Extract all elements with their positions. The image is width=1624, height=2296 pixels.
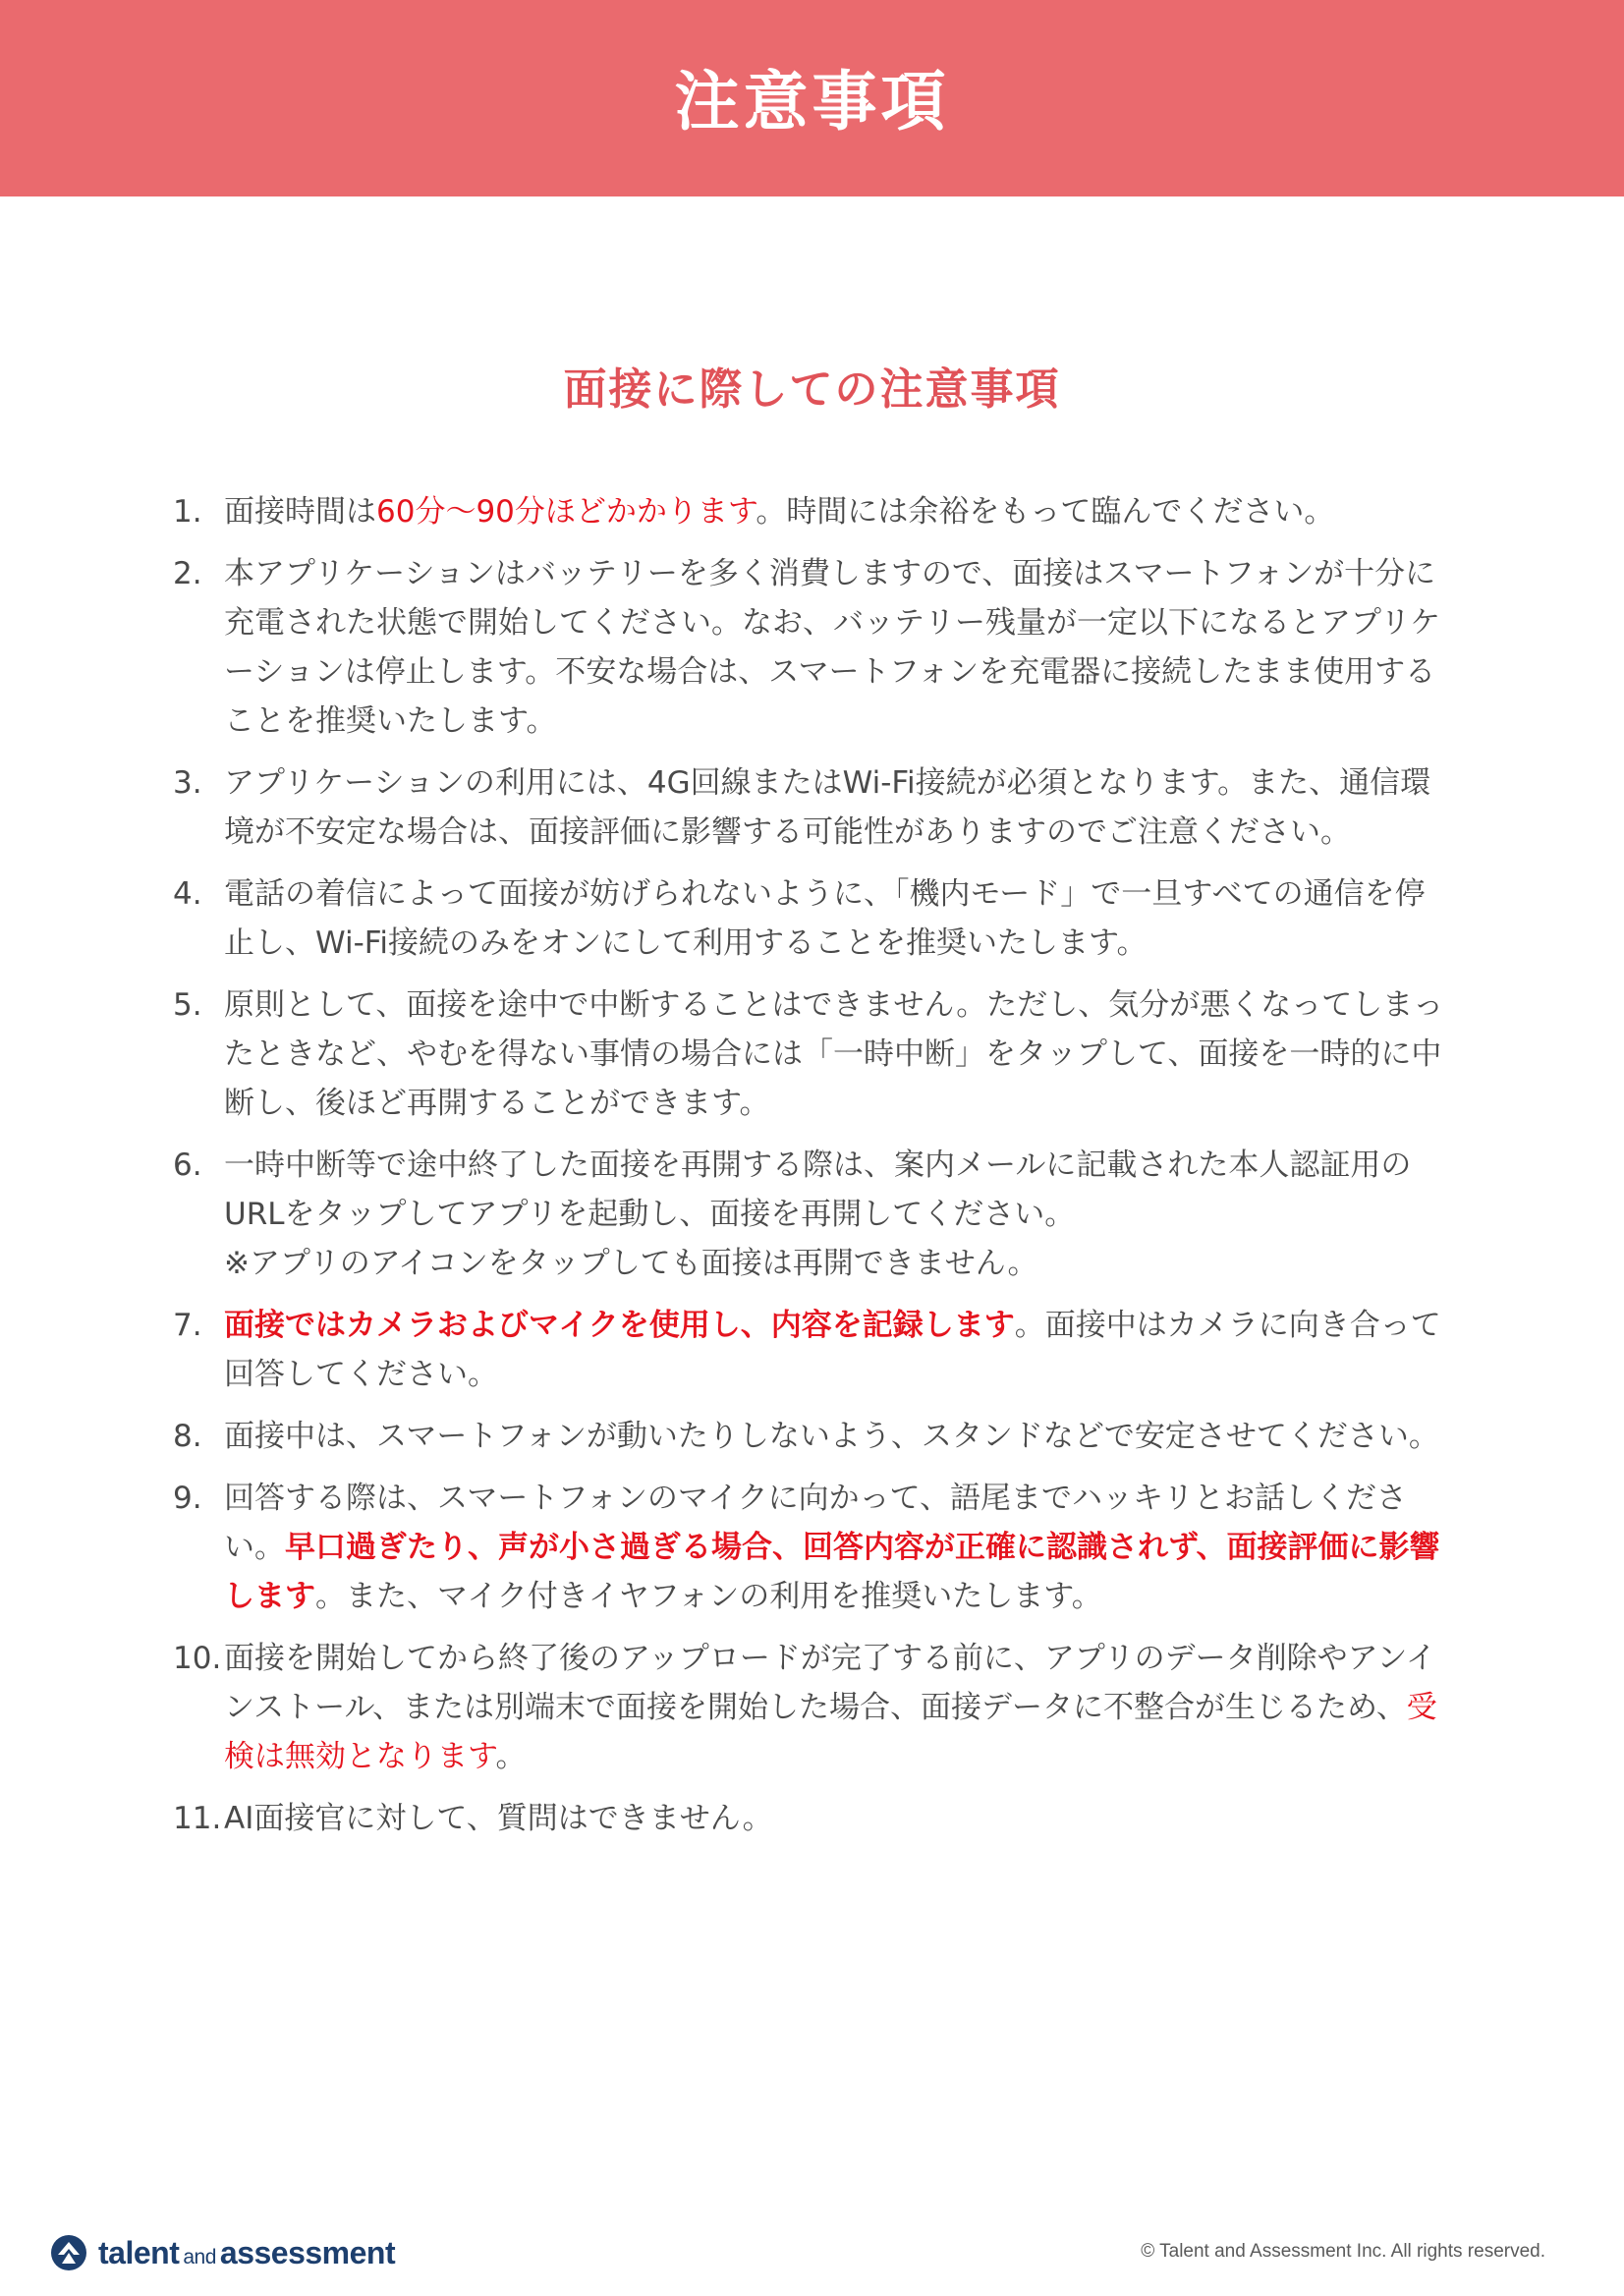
- note-item: [173, 487, 1450, 536]
- note-item: [173, 549, 1450, 746]
- note-number: 9.: [173, 1481, 202, 1516]
- note-number: 1.: [173, 494, 202, 530]
- note-number: 8.: [173, 1419, 202, 1454]
- notes-list: [173, 487, 1450, 1856]
- note-item: [173, 1141, 1450, 1288]
- note-highlight: 60分〜90分ほどかかります: [376, 494, 756, 530]
- note-number: 4.: [173, 876, 202, 912]
- note-text: [224, 487, 1450, 536]
- copyright-text: © Talent and Assessment Inc. All rights reserved.: [1141, 2241, 1545, 2262]
- logo-small: and: [183, 2245, 216, 2268]
- note-item: [173, 1412, 1450, 1461]
- note-text: [224, 1301, 1450, 1399]
- header-banner: [0, 0, 1624, 196]
- logo-wordmark: [98, 2235, 395, 2271]
- note-text: [224, 1634, 1450, 1781]
- note-segment: 電話の着信によって面接が妨げられないように、「機内モード」で一旦すべての通信を停止し、Wi-Fi接続のみをオンにして利用することを推奨いたします。: [224, 876, 1426, 961]
- note-item: [173, 1794, 1450, 1843]
- note-text: [224, 1474, 1450, 1621]
- note-text: [224, 1794, 1450, 1843]
- note-number: 5.: [173, 987, 202, 1023]
- note-segment: アプリケーションの利用には、4G回線またはWi-Fi接続が必須となります。また、通信環境が不安定な場合は、面接評価に影響する可能性がありますのでご注意ください。: [224, 765, 1431, 850]
- note-item: [173, 758, 1450, 857]
- note-item: [173, 980, 1450, 1128]
- note-number: 10.: [173, 1641, 222, 1676]
- note-number: 7.: [173, 1308, 202, 1343]
- note-number: 3.: [173, 765, 202, 801]
- note-number: 11.: [173, 1801, 222, 1836]
- note-number: 6.: [173, 1148, 202, 1183]
- note-segment: 。また、マイク付きイヤフォンの利用を推奨いたします。: [315, 1579, 1102, 1614]
- note-segment: 一時中断等で途中終了した面接を再開する際は、案内メールに記載された本人認証用のURLをタップしてアプリを起動し、面接を再開してください。: [224, 1148, 1412, 1232]
- section-title: 面接に際しての注意事項: [563, 364, 1061, 415]
- company-logo: [49, 2230, 395, 2275]
- note-text: [224, 980, 1450, 1128]
- note-segment: 面接時間は: [224, 494, 376, 530]
- note-segment: 面接中は、スマートフォンが動いたりしないよう、スタンドなどで安定させてください。: [224, 1419, 1439, 1454]
- note-segment: AI面接官に対して、質問はできません。: [224, 1801, 773, 1836]
- note-segment: 。時間には余裕をもって臨んでください。: [756, 494, 1335, 530]
- note-segment: 本アプリケーションはバッテリーを多く消費しますので、面接はスマートフォンが十分に充電された状態で開始してください。なお、バッテリー残量が一定以下になるとアプリケーションは停止します。不安な場合は、スマートフォンを充電器に接続したまま使用することを推奨いたします。: [224, 556, 1441, 739]
- note-text: [224, 549, 1450, 746]
- note-text: [224, 869, 1450, 968]
- note-text: [224, 1412, 1450, 1461]
- logo-globe-icon: [49, 2233, 88, 2272]
- note-highlight: 早口過ぎたり、声が小さ過ぎる場合、回答内容が正確に認識されず、面接評価に影響します: [224, 1530, 1440, 1614]
- logo-tail: assessment: [219, 2234, 396, 2270]
- note-segment: 。面接中はカメラに向き合って回答してください。: [224, 1308, 1441, 1392]
- page-title: 注意事項: [674, 63, 950, 140]
- note-item: [173, 1301, 1450, 1399]
- note-segment: ※アプリのアイコンをタップしても面接は再開できません。: [224, 1246, 1038, 1281]
- note-item: [173, 869, 1450, 968]
- note-segment: 回答する際は、スマートフォンのマイクに向かって、語尾までハッキリとお話しください。: [224, 1481, 1408, 1565]
- note-item: [173, 1634, 1450, 1781]
- note-number: 2.: [173, 556, 202, 591]
- note-text: [224, 758, 1450, 857]
- note-highlight: 面接ではカメラおよびマイクを使用し、内容を記録します: [224, 1308, 1015, 1343]
- logo-main: talent: [98, 2234, 180, 2270]
- note-highlight: 受検は無効となります: [224, 1690, 1437, 1774]
- note-segment: 原則として、面接を途中で中断することはできません。ただし、気分が悪くなってしまったときなど、やむを得ない事情の場合には「一時中断」をタップして、面接を一時的に中断し、後ほど再開することができます。: [224, 987, 1444, 1121]
- note-segment: 面接を開始してから終了後のアップロードが完了する前に、アプリのデータ削除やアンインストール、または別端末で面接を開始した場合、面接データに不整合が生じるため、: [224, 1641, 1436, 1725]
- note-segment: 。: [495, 1739, 527, 1774]
- note-text: [224, 1141, 1450, 1288]
- note-item: [173, 1474, 1450, 1621]
